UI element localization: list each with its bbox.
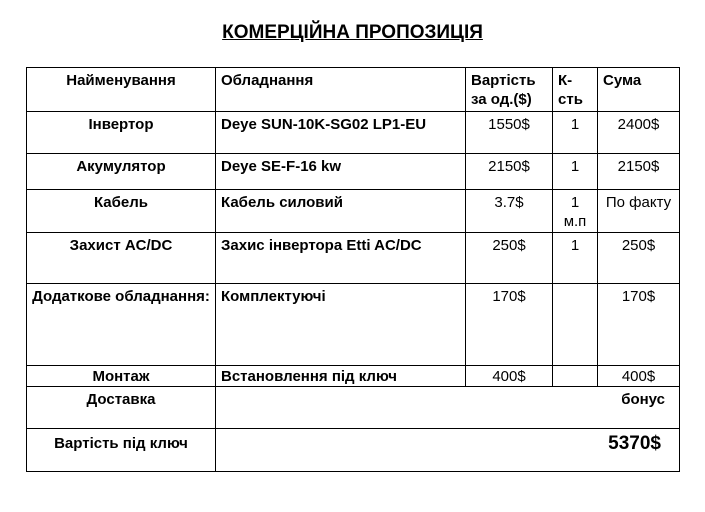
row-qty [553,284,598,366]
row-name: Інвертор [27,112,216,154]
row-sum: 170$ [598,284,680,366]
table-row [27,284,680,366]
table-row [27,112,680,154]
row-sum: 2400$ [598,112,680,154]
row-equipment: Кабель силовий [216,190,466,233]
total-value: 5370$ [216,429,680,472]
delivery-value: бонус [216,387,680,429]
row-name: Додаткове обладнання: [27,284,216,366]
total-label: Вартість під ключ [27,429,216,472]
row-sum: По факту [598,190,680,233]
header-unit-price: Вартість за од.($) [466,68,553,112]
row-unit-price: 170$ [466,284,553,366]
row-equipment: Встановлення під ключ [216,366,466,387]
proposal-table [26,67,680,472]
row-name: Кабель [27,190,216,233]
row-equipment: Deye SE-F-16 kw [216,154,466,190]
table-row [27,366,680,387]
row-sum: 400$ [598,366,680,387]
total-row [27,429,680,472]
row-unit-price: 400$ [466,366,553,387]
delivery-row [27,387,680,429]
row-sum: 2150$ [598,154,680,190]
row-equipment: Захис інвертора Etti AC/DC [216,233,466,284]
row-equipment: Комплектуючі [216,284,466,366]
row-qty: 1 [553,112,598,154]
row-equipment: Deye SUN-10K-SG02 LP1-EU [216,112,466,154]
row-name: Акумулятор [27,154,216,190]
row-qty: 1 [553,154,598,190]
table-row [27,233,680,284]
table-row [27,154,680,190]
row-sum: 250$ [598,233,680,284]
row-unit-price: 250$ [466,233,553,284]
header-sum: Сума [598,68,680,112]
row-unit-price: 3.7$ [466,190,553,233]
header-qty: К-сть [553,68,598,112]
row-unit-price: 2150$ [466,154,553,190]
row-name: Захист AC/DC [27,233,216,284]
delivery-label: Доставка [27,387,216,429]
row-qty [553,366,598,387]
row-qty: 1 м.п [553,190,598,233]
row-qty: 1 [553,233,598,284]
header-name: Найменування [27,68,216,112]
table-row [27,190,680,233]
table-header-row [27,68,680,112]
row-name: Монтаж [27,366,216,387]
row-unit-price: 1550$ [466,112,553,154]
header-equipment: Обладнання [216,68,466,112]
document-title: КОМЕРЦІЙНА ПРОПОЗИЦІЯ [222,22,483,43]
